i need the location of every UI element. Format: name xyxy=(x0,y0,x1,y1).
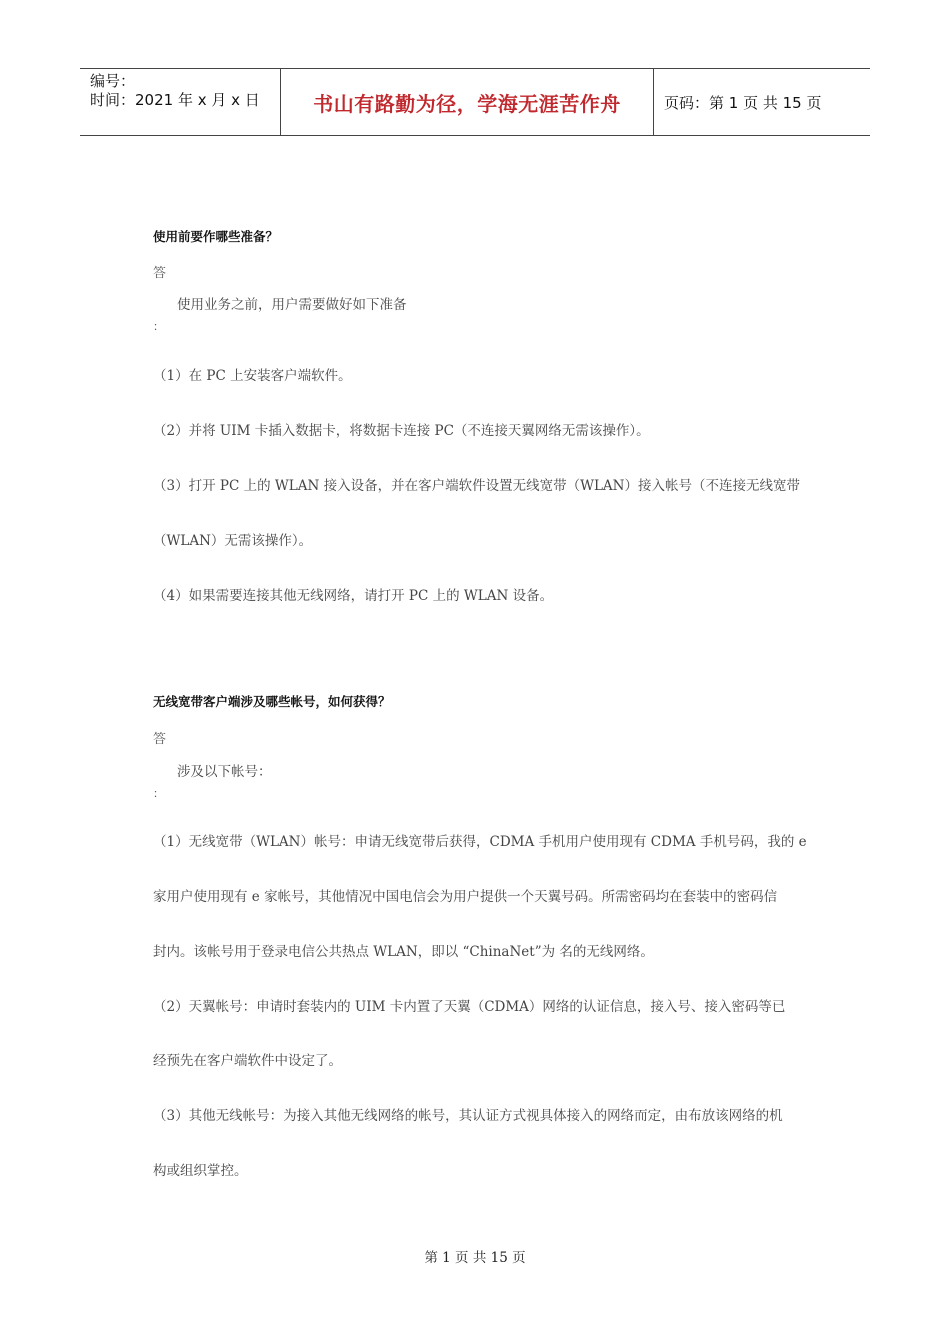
page-footer: 第 1 页 共 15 页 xyxy=(424,1250,526,1266)
answer-label-1: 答 xyxy=(153,266,167,281)
list-item: （3）打开 PC 上的 WLAN 接入设备，并在客户端软件设置无线宽带（WLAN）接入帐号（不连接无线宽带 xyxy=(153,478,800,494)
list-item: 家用户使用现有 e 家帐号，其他情况中国电信会为用户提供一个天翼号码。所需密码均在套装中的密码信 xyxy=(153,889,778,905)
list-item: （WLAN）无需该操作）。 xyxy=(153,533,313,549)
document-date: 时间：2021 年 x 月 x 日 xyxy=(90,91,260,109)
list-item: 经预先在客户端软件中设定了。 xyxy=(153,1053,342,1069)
answer-label-2: 答 xyxy=(153,732,167,747)
header-page-number: 页码：第 1 页 共 15 页 xyxy=(664,93,822,112)
answer-colon-2: ： xyxy=(153,787,164,800)
answer-intro-1: 使用业务之前，用户需要做好如下准备 xyxy=(177,297,407,313)
question-1: 使用前要作哪些准备？ xyxy=(153,229,279,244)
answer-colon-1: ： xyxy=(153,320,164,333)
list-item: （1）在 PC 上安装客户端软件。 xyxy=(153,368,352,384)
list-item: （1）无线宽带（WLAN）帐号：申请无线宽带后获得，CDMA 手机用户使用现有 CDMA 手机号码，我的 e xyxy=(153,834,807,850)
list-item: 封内。该帐号用于登录电信公共热点 WLAN，即以 “ChinaNet”为 名的无线网络。 xyxy=(153,944,654,960)
list-item: （4）如果需要连接其他无线网络，请打开 PC 上的 WLAN 设备。 xyxy=(153,588,554,604)
header-meta xyxy=(80,69,281,135)
header-table xyxy=(80,68,870,136)
list-item: （2）天翼帐号：申请时套装内的 UIM 卡内置了天翼（CDMA）网络的认证信息，接入号、接入密码等已 xyxy=(153,999,786,1015)
question-2: 无线宽带客户端涉及哪些帐号，如何获得？ xyxy=(153,694,391,709)
answer-intro-2: 涉及以下帐号： xyxy=(177,764,272,780)
list-item: （3）其他无线帐号：为接入其他无线网络的帐号，其认证方式视具体接入的网络而定，由布放该网络的机 xyxy=(153,1108,783,1124)
header-motto: 书山有路勤为径，学海无涯苦作舟 xyxy=(281,69,654,135)
list-item: 构或组织掌控。 xyxy=(153,1163,248,1179)
document-number-label: 编号： xyxy=(90,72,136,90)
list-item: （2）并将 UIM 卡插入数据卡，将数据卡连接 PC（不连接天翼网络无需该操作）。 xyxy=(153,423,650,439)
